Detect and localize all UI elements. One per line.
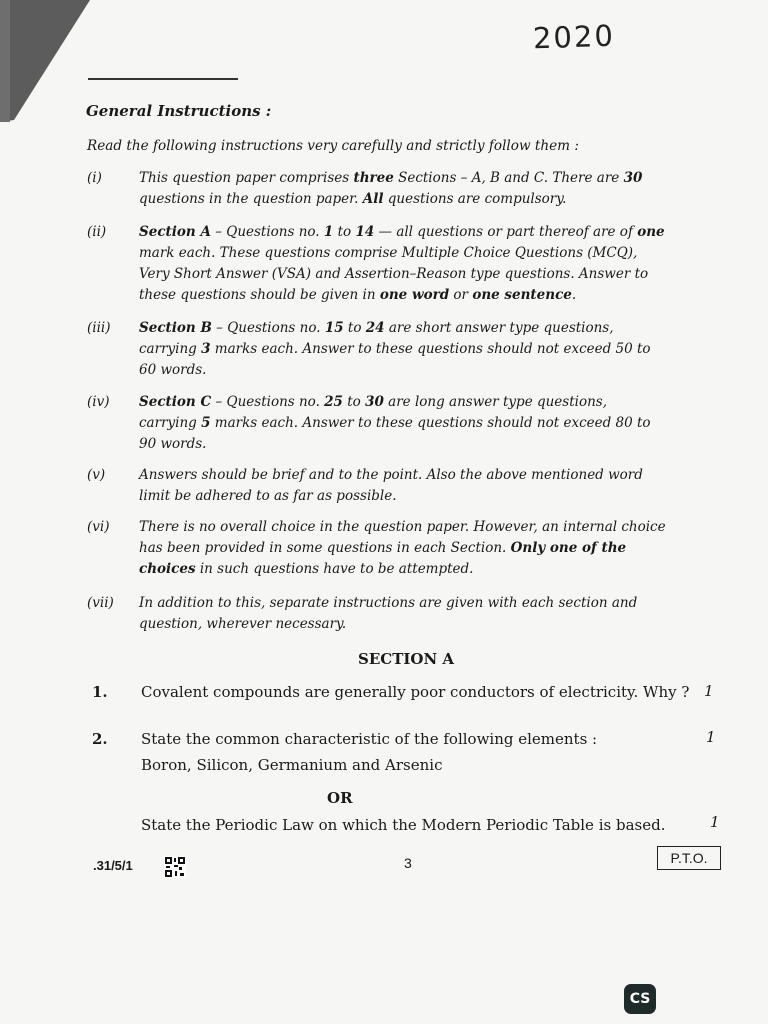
question-text: State the common characteristic of the following elements : — [141, 730, 598, 748]
pto-box: P.T.O. — [657, 846, 721, 870]
instruction-text: Section B – Questions no. 15 to 24 are short answer type questions, carrying 3 marks each. Answer to these questions should not exceed 50 to 60 words. — [139, 320, 651, 378]
section-a-heading: SECTION A — [358, 650, 455, 668]
instruction-text: This question paper comprises three Sections – A, B and C. There are 30 questions in the question paper. All questions are compulsory. — [139, 170, 643, 207]
question-1-mark: 1 — [704, 682, 714, 700]
general-instructions-intro: Read the following instructions very carefully and strictly follow them : — [87, 138, 579, 154]
camscanner-badge: CS — [624, 984, 656, 1014]
instruction-number: (v) — [87, 467, 106, 483]
question-number: 1. — [92, 683, 108, 701]
question-2-alt-mark: 1 — [710, 813, 720, 831]
question-text: Boron, Silicon, Germanium and Arsenic — [141, 756, 443, 774]
page-number: 3 — [404, 855, 412, 871]
instruction-text: Answers should be brief and to the point. Also the above mentioned word limit be adhered to as far as possible. — [139, 467, 643, 504]
paper-code: .31/5/1 — [93, 858, 133, 873]
instruction-text: Section A – Questions no. 1 to 14 — all questions or part thereof are of one mark each. These questions comprise Multiple Choice Questions (MCQ), Very Short Answer (VSA) and Assertion–Reason type questions. Answer to these questions should be given in one word or one sentence. — [139, 224, 665, 303]
instruction-number: (vii) — [87, 595, 114, 611]
instruction-number: (vi) — [87, 519, 110, 535]
instruction-number: (iii) — [87, 320, 111, 336]
header-rule — [88, 78, 238, 80]
folded-corner — [0, 0, 92, 122]
instruction-number: (i) — [87, 170, 102, 186]
question-text: Covalent compounds are generally poor conductors of electricity. Why ? — [141, 683, 690, 701]
instruction-text: There is no overall choice in the question paper. However, an internal choice has been provided in some questions in each Section. Only one of the choices in such questions have to be attempted. — [139, 519, 666, 577]
qr-code-icon — [164, 856, 186, 878]
question-text: State the Periodic Law on which the Modern Periodic Table is based. — [141, 816, 666, 834]
handwritten-year: 2020 — [532, 18, 616, 56]
instruction-number: (iv) — [87, 394, 110, 410]
instruction-number: (ii) — [87, 224, 107, 240]
question-2-mark: 1 — [706, 728, 716, 746]
question-number: 2. — [92, 730, 108, 748]
or-separator: OR — [327, 789, 353, 807]
instruction-text: In addition to this, separate instructions are given with each section and question, wherever necessary. — [139, 595, 638, 632]
general-instructions-title: General Instructions : — [86, 102, 272, 120]
instruction-text: Section C – Questions no. 25 to 30 are long answer type questions, carrying 5 marks each. Answer to these questions should not exceed 80 to 90 words. — [139, 394, 651, 452]
